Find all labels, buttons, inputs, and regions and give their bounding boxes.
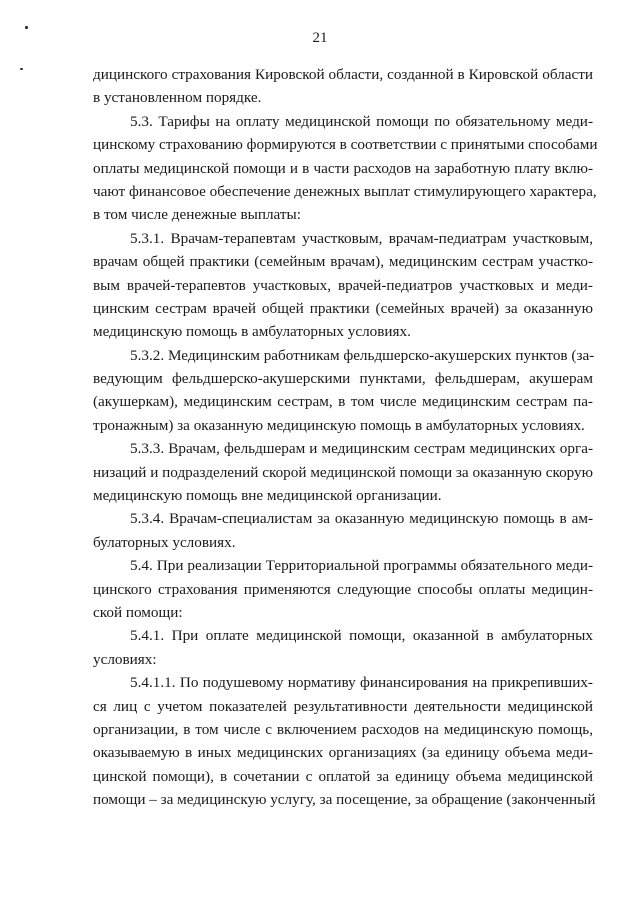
text-line: врачам общей практики (семейным врачам), медицинским сестрам участко- bbox=[93, 253, 593, 271]
text-line: цинскому страхованию формируются в соответствии с принятыми способами bbox=[93, 136, 598, 154]
text-line: 5.3.1. Врачам-терапевтам участковым, врачам-педиатрам участковым, bbox=[130, 229, 593, 247]
text-line: вым врачей-терапевтов участковых, врачей-педиатров участковых и меди- bbox=[93, 276, 593, 294]
text-line: 5.4. При реализации Территориальной программы обязательного меди- bbox=[130, 557, 593, 575]
text-line: цинского страхования применяются следующие способы оплаты медицин- bbox=[93, 580, 593, 598]
text-line: помощи – за медицинскую услугу, за посещение, за обращение (законченный bbox=[93, 791, 596, 809]
text-line: булаторных условиях. bbox=[93, 533, 236, 551]
text-line: ведующим фельдшерско-акушерскими пунктами, фельдшерам, акушерам bbox=[93, 370, 593, 388]
text-line: 5.3.4. Врачам-специалистам за оказанную медицинскую помощь в ам- bbox=[130, 510, 593, 528]
text-line: (акушеркам), медицинским сестрам, в том числе медицинским сестрам па- bbox=[93, 393, 593, 411]
scan-speck bbox=[25, 26, 28, 29]
text-line: 5.4.1.1. По подушевому нормативу финансирования на прикрепивших- bbox=[130, 674, 593, 692]
page-number: 21 bbox=[312, 30, 328, 46]
scan-speck bbox=[20, 68, 23, 70]
text-line: цинским сестрам врачей общей практики (семейных врачей) за оказанную bbox=[93, 299, 593, 317]
text-line: цинской помощи), в сочетании с оплатой за единицу объема медицинской bbox=[93, 767, 593, 785]
text-line: медицинскую помощь вне медицинской организации. bbox=[93, 487, 442, 505]
text-line: в установленном порядке. bbox=[93, 89, 262, 107]
text-line: 5.4.1. При оплате медицинской помощи, оказанной в амбулаторных bbox=[130, 627, 593, 645]
text-line: 5.3.2. Медицинским работникам фельдшерско-акушерских пунктов (за- bbox=[130, 346, 595, 364]
text-line: тронажным) за оказанную медицинскую помощь в амбулаторных условиях. bbox=[93, 416, 585, 434]
text-line: ской помощи: bbox=[93, 603, 183, 621]
text-line: в том числе денежные выплаты: bbox=[93, 206, 301, 224]
text-line: 5.3. Тарифы на оплату медицинской помощи по обязательному меди- bbox=[130, 112, 593, 130]
text-line: 5.3.3. Врачам, фельдшерам и медицинским сестрам медицинских орга- bbox=[130, 440, 593, 458]
text-line: чают финансовое обеспечение денежных выплат стимулирующего характера, bbox=[93, 182, 597, 200]
document-body bbox=[93, 63, 598, 812]
text-line: организации, в том числе с включением расходов на медицинскую помощь, bbox=[93, 720, 593, 738]
text-line: низаций и подразделений скорой медицинской помощи за оказанную скорую bbox=[93, 463, 593, 481]
text-line: дицинского страхования Кировской области, созданной в Кировской области bbox=[93, 66, 593, 83]
text-line: медицинскую помощь в амбулаторных условиях. bbox=[93, 323, 411, 341]
text-line: ся лиц с учетом показателей результативности деятельности медицинской bbox=[93, 697, 593, 715]
text-line: условиях: bbox=[93, 650, 157, 668]
text-line: оказываемую в иных медицинских организациях (за единицу объема меди- bbox=[93, 744, 593, 762]
text-line: оплаты медицинской помощи и в части расходов на заработную плату вклю- bbox=[93, 159, 593, 177]
